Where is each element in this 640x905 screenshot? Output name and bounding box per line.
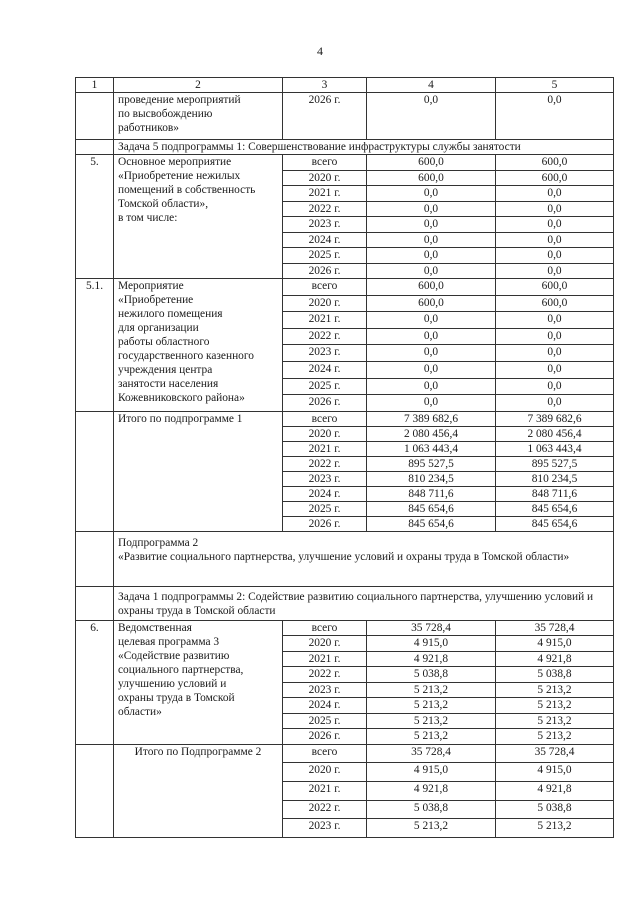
total-label: Итого по Подпрограмме 2 bbox=[114, 744, 283, 837]
task-row bbox=[76, 586, 614, 620]
subprogram-2-row bbox=[76, 531, 614, 586]
item-5-1-block: 5.1. Мероприятие «Приобретение нежилого помещения для организации работы областного государственного казенного учреждения центра занятости населения Кожевниковского района» всего 600,0 600,0 2020 г. 600,0 600,0 2021 г. 0,0 0,0 2022 г. 0,0 0,0 2023 г. 0,0 0,0 2024 г. 0,0 0,0 2025 г. 0,0 0,0 2026 г. 0,0 0,0 bbox=[76, 279, 614, 412]
item-number: 6. bbox=[76, 620, 114, 744]
item-name: Ведомственная целевая программа 3 «Содействие развитию социального партнерства, улучшению условий и охраны труда в Томской области» bbox=[114, 620, 283, 744]
header-cell: 1 bbox=[76, 78, 114, 93]
budget-table bbox=[75, 77, 614, 838]
value-cell: 0,0 bbox=[496, 93, 614, 140]
task-5-title: Задача 5 подпрограммы 1: Совершенствование инфраструктуры службы занятости bbox=[114, 140, 614, 155]
subprogram-2-title: Подпрограмма 2 «Развитие социального партнерства, улучшение условий и охраны труда в Томской области» bbox=[114, 531, 614, 586]
header-cell: 4 bbox=[367, 78, 496, 93]
year-cell: 2026 г. bbox=[283, 93, 367, 140]
task-1-subprogram-2-title: Задача 1 подпрограммы 2: Содействие развитию социального партнерства, улучшению условий и охраны труда в Томской области bbox=[114, 586, 614, 620]
value-cell: 0,0 bbox=[367, 93, 496, 140]
continuation-row bbox=[76, 93, 614, 140]
item-name: Основное мероприятие «Приобретение нежилых помещений в собственность Томской области», в том числе: bbox=[114, 155, 283, 279]
header-cell: 3 bbox=[283, 78, 367, 93]
item-number: 5. bbox=[76, 155, 114, 279]
total-subprogram-2-block: Итого по Подпрограмме 2 всего 35 728,4 35 728,4 2020 г. 4 915,0 4 915,0 2021 г. 4 921,8 4 921,8 2022 г. 5 038,8 5 038,8 2023 г. 5 213,2 5 213,2 bbox=[76, 744, 614, 837]
total-subprogram-1-block: Итого по подпрограмме 1 всего 7 389 682,6 7 389 682,6 2020 г. 2 080 456,4 2 080 456,4 2021 г. 1 063 443,4 1 063 443,4 2022 г. 895 527,5 895 527,5 2023 г. 810 234,5 810 234,5 2024 г. 848 711,6 848 711,6 2025 г. 845 654,6 845 654,6 2026 г. 845 654,6 845 654,6 bbox=[76, 411, 614, 531]
task-row bbox=[76, 140, 614, 155]
header-cell: 2 bbox=[114, 78, 283, 93]
item-number: 5.1. bbox=[76, 279, 114, 412]
total-label: Итого по подпрограмме 1 bbox=[114, 411, 283, 531]
header-cell: 5 bbox=[496, 78, 614, 93]
page-number: 4 bbox=[317, 44, 323, 58]
item-name: Мероприятие «Приобретение нежилого помещения для организации работы областного государственного казенного учреждения центра занятости населения Кожевниковского района» bbox=[114, 279, 283, 412]
continuation-name: проведение мероприятий по высвобождению работников» bbox=[114, 93, 283, 140]
item-6-block: 6. Ведомственная целевая программа 3 «Содействие развитию социального партнерства, улучшению условий и охраны труда в Томской области» всего 35 728,4 35 728,4 2020 г. 4 915,0 4 915,0 2021 г. 4 921,8 4 921,8 2022 г. 5 038,8 5 038,8 2023 г. 5 213,2 5 213,2 2024 г. 5 213,2 5 213,2 2025 г. 5 213,2 5 213,2 2026 г. 5 213,2 5 213,2 bbox=[76, 620, 614, 744]
item-5-block: 5. Основное мероприятие «Приобретение нежилых помещений в собственность Томской области», в том числе: всего 600,0 600,0 2020 г. 600,0 600,0 2021 г. 0,0 0,0 2022 г. 0,0 0,0 2023 г. 0,0 0,0 2024 г. 0,0 0,0 2025 г. 0,0 0,0 2026 г. 0,0 0,0 bbox=[76, 155, 614, 279]
column-number-header bbox=[76, 78, 614, 93]
